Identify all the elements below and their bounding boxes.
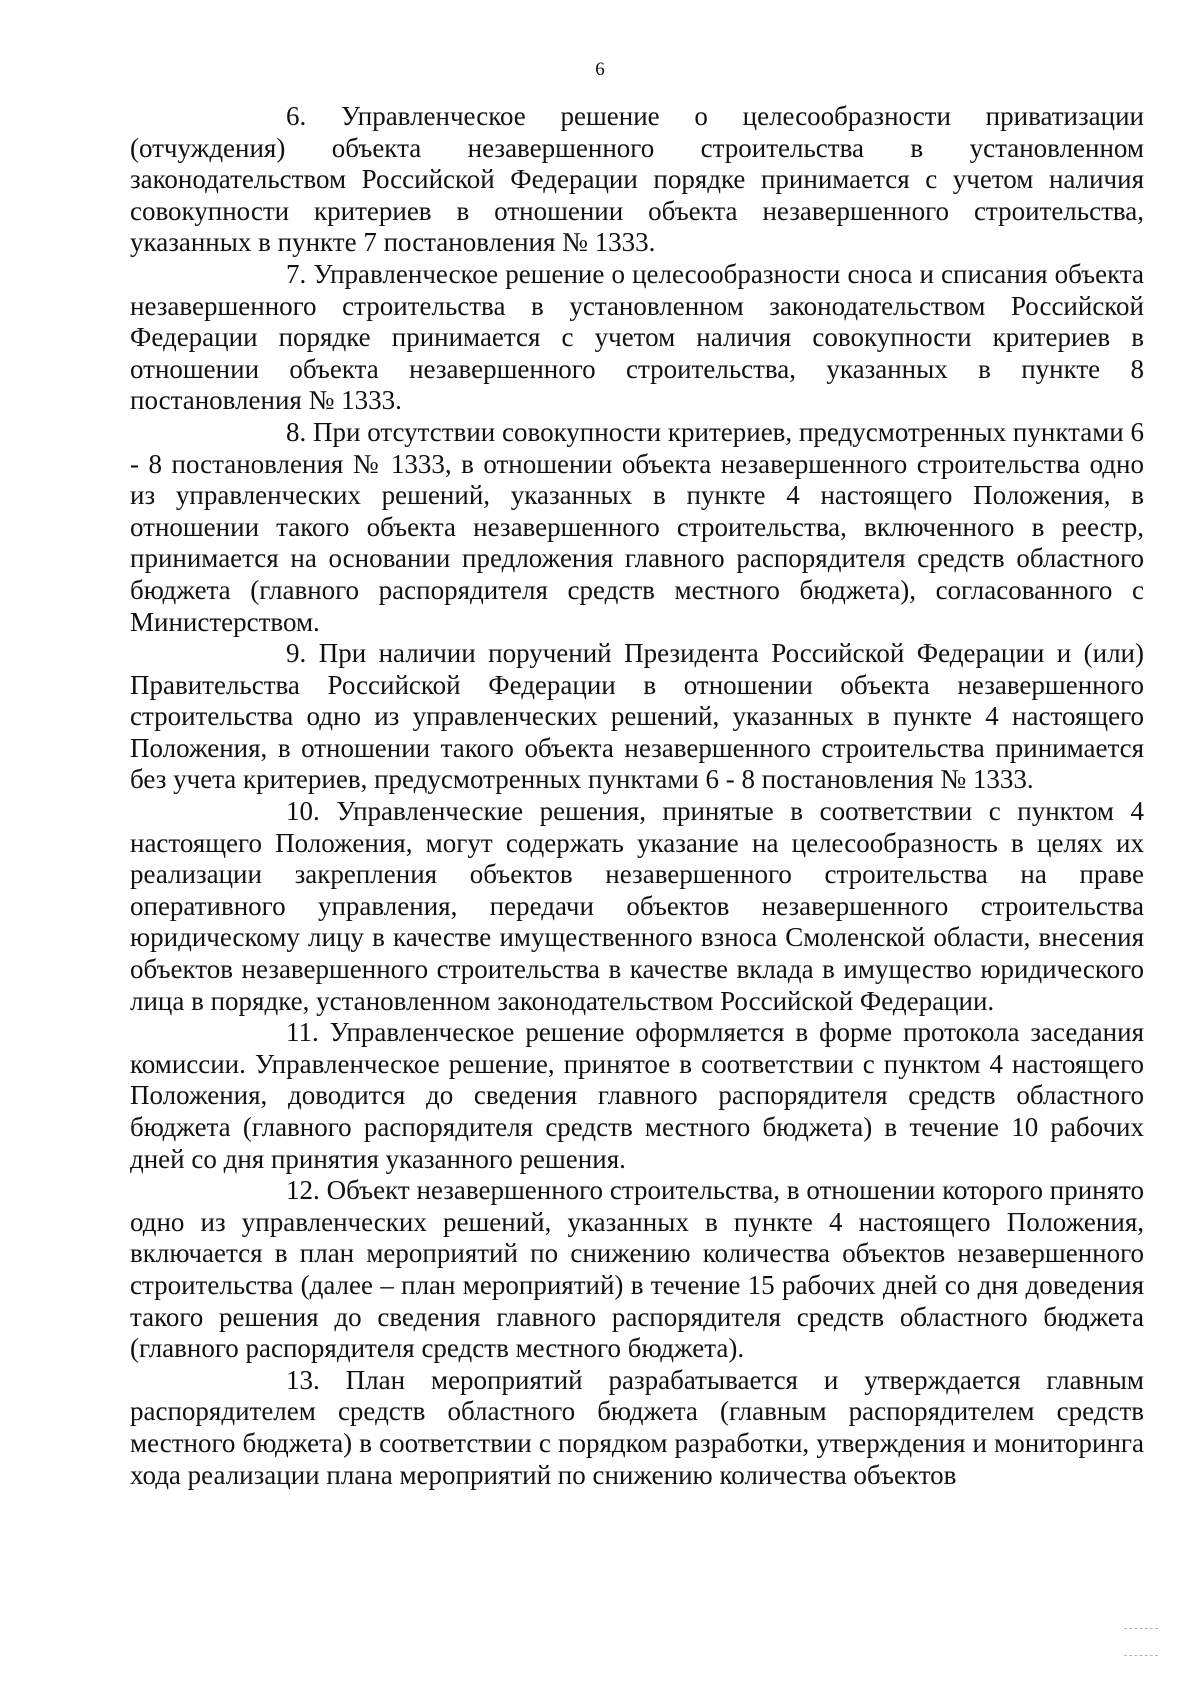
scan-edge-mark <box>1124 1628 1158 1629</box>
clause-number: 7. <box>286 258 307 289</box>
page-number: 6 <box>595 59 605 80</box>
document-body <box>130 101 1144 1491</box>
clause-text: Управленческое решение о целесообразности сноса и списания объекта незавершенного строительства в установленном законодательством Российской Федерации порядке принимается с учетом наличия совокупности критериев в отношении объекта незавершенного строительства, указанных в пункте 8 постановления № 1333. <box>130 258 1145 416</box>
clause-13 <box>130 1365 1144 1491</box>
scan-edge-mark <box>1124 1655 1158 1656</box>
clause-text: Управленческие решения, принятые в соответствии с пунктом 4 настоящего Положения, могут содержать указание на целесообразность в целях их реализации закрепления объектов незавершенного строительства на праве оперативного управления, передачи объектов незавершенного строительства юридическому лицу в качестве имущественного взноса Смоленской области, внесения объектов незавершенного строительства в качестве вклада в имущество юридического лица в порядке, установленном законодательством Российской Федерации. <box>130 796 1145 1016</box>
clause-number: 9. <box>286 638 307 669</box>
clause-number: 12. <box>286 1175 320 1206</box>
clause-8 <box>130 417 1144 638</box>
clause-number: 13. <box>286 1364 320 1395</box>
clause-11 <box>130 1017 1144 1175</box>
clause-text: При наличии поручений Президента Российской Федерации и (или) Правительства Российской Федерации в отношении объекта незавершенного строительства одно из управленческих решений, указанных в пункте 4 настоящего Положения, в отношении такого объекта незавершенного строительства принимается без учета критериев, предусмотренных пунктами 6 - 8 постановления № 1333. <box>130 638 1144 795</box>
clause-text: План мероприятий разрабатывается и утверждается главным распорядителем средств областного бюджета (главным распорядителем средств местного бюджета) в соответствии с порядком разработки, утверждения и мониторинга хода реализации плана мероприятий по снижению количества объектов <box>130 1364 1145 1490</box>
clause-text: При отсутствии совокупности критериев, предусмотренных пунктами 6 - 8 постановления № 1333, в отношении объекта незавершенного строительства одно из управленческих решений, указанных в пункте 4 настоящего Положения, в отношении такого объекта незавершенного строительства, включенного в реестр, принимается на основании предложения главного распорядителя средств областного бюджета (главного распорядителя средств местного бюджета), согласованного с Министерством. <box>130 416 1145 637</box>
clause-text: Управленческое решение оформляется в форме протокола заседания комиссии. Управленческое решение, принятое в соответствии с пунктом 4 настоящего Положения, доводится до сведения главного распорядителя средств областного бюджета (главного распорядителя средств местного бюджета) в течение 10 рабочих дней со дня принятия указанного решения. <box>130 1017 1144 1174</box>
clause-number: 11. <box>286 1017 319 1048</box>
clause-number: 8. <box>286 416 307 447</box>
clause-number: 6. <box>286 101 307 131</box>
clause-7 <box>130 259 1144 417</box>
clause-6 <box>130 101 1144 259</box>
clause-text: Объект незавершенного строительства, в отношении которого принято одно из управленческих решений, указанных в пункте 4 настоящего Положения, включается в план мероприятий по снижению количества объектов незавершенного строительства (далее – план мероприятий) в течение 15 рабочих дней со дня доведения такого решения до сведения главного распорядителя средств областного бюджета (главного распорядителя средств местного бюджета). <box>130 1175 1144 1364</box>
clause-10 <box>130 796 1144 1017</box>
clause-text: Управленческое решение о целесообразности приватизации (отчуждения) объекта незавершенного строительства в установленном законодательством Российской Федерации порядке принимается с учетом наличия совокупности критериев в отношении объекта незавершенного строительства, указанных в пункте 7 постановления № 1333. <box>130 101 1144 258</box>
clause-number: 10. <box>286 796 320 827</box>
clause-9 <box>130 638 1144 796</box>
clause-12 <box>130 1175 1144 1365</box>
